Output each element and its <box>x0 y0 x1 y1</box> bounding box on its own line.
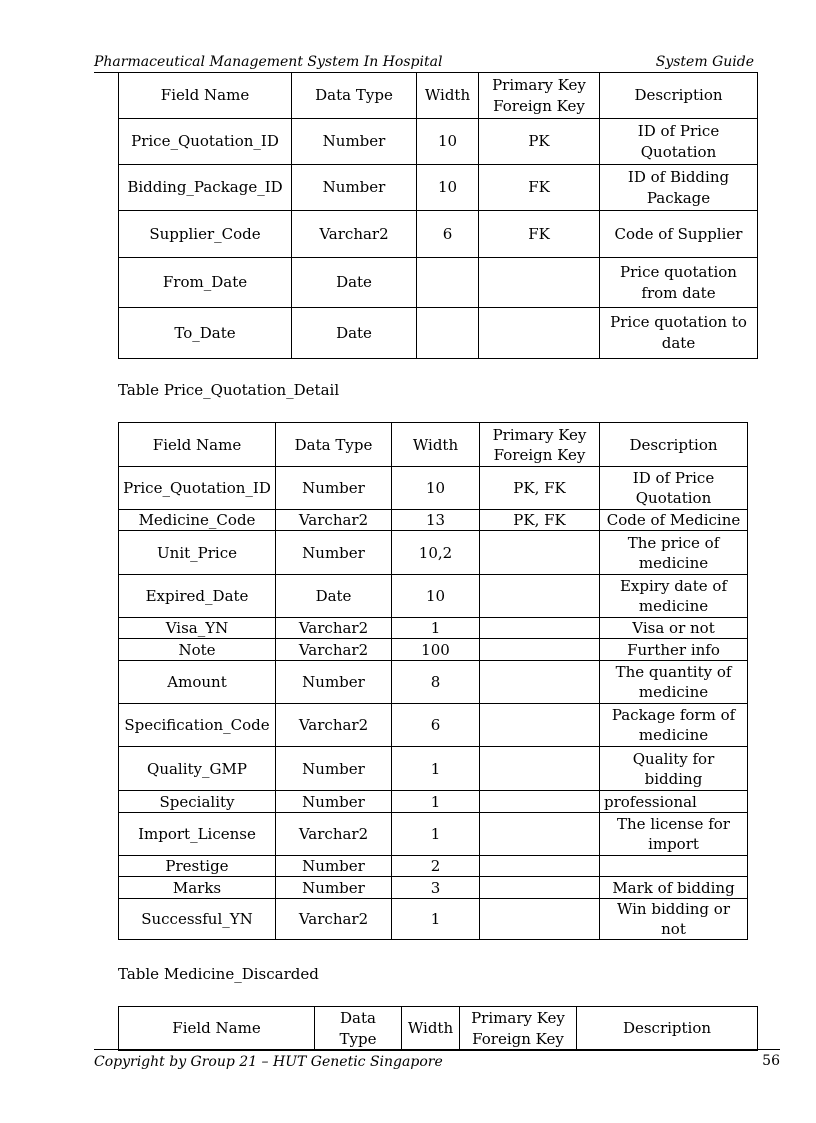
header-row <box>119 423 748 467</box>
cell-desc: Price quotation from date <box>600 258 758 308</box>
cell-field: Marks <box>119 877 276 899</box>
cell-desc: ID of Price Quotation <box>600 119 758 165</box>
cell-type: Varchar2 <box>276 510 392 531</box>
cell-key <box>480 877 600 899</box>
cell-width: 10 <box>392 575 480 618</box>
col-header-width: Width <box>392 423 480 467</box>
cell-field: Note <box>119 639 276 661</box>
cell-width: 1 <box>392 813 480 856</box>
cell-width: 2 <box>392 856 480 877</box>
cell-key <box>480 856 600 877</box>
cell-desc: Code of Medicine <box>600 510 748 531</box>
table-row <box>119 531 748 575</box>
cell-field: To_Date <box>119 308 292 359</box>
cell-desc: Win bidding or not <box>600 899 748 940</box>
cell-type: Number <box>276 467 392 510</box>
price-quotation-detail-table <box>118 422 748 940</box>
cell-width: 10 <box>417 165 479 211</box>
col-header-field: Field Name <box>119 423 276 467</box>
cell-key: FK <box>479 165 600 211</box>
cell-desc: Mark of bidding <box>600 877 748 899</box>
cell-type: Number <box>292 119 417 165</box>
cell-desc <box>600 856 748 877</box>
cell-desc: Expiry date of medicine <box>600 575 748 618</box>
cell-field: Visa_YN <box>119 618 276 639</box>
cell-key <box>480 899 600 940</box>
cell-type: Date <box>276 575 392 618</box>
cell-field: Medicine_Code <box>119 510 276 531</box>
table-row <box>119 308 758 359</box>
cell-width: 1 <box>392 899 480 940</box>
header-row <box>119 73 758 119</box>
cell-type: Date <box>292 258 417 308</box>
cell-width: 10 <box>392 467 480 510</box>
col-header-type: Data Type <box>276 423 392 467</box>
cell-field: Quality_GMP <box>119 747 276 791</box>
col-header-desc: Description <box>600 423 748 467</box>
cell-width: 6 <box>392 704 480 747</box>
section-title: System Guide <box>655 54 754 70</box>
cell-type: Date <box>292 308 417 359</box>
cell-field: Speciality <box>119 791 276 813</box>
col-header-desc: Description <box>600 73 758 119</box>
cell-key <box>480 661 600 704</box>
cell-type: Varchar2 <box>276 899 392 940</box>
col-header-key: Primary Key Foreign Key <box>460 1007 577 1051</box>
cell-field: Specification_Code <box>119 704 276 747</box>
col-header-type: Data Type <box>315 1007 402 1051</box>
price-quotation-table <box>118 72 758 359</box>
cell-width: 1 <box>392 791 480 813</box>
cell-desc: Package form of medicine <box>600 704 748 747</box>
cell-type: Varchar2 <box>276 639 392 661</box>
cell-type: Number <box>276 856 392 877</box>
table-row <box>119 661 748 704</box>
table-row <box>119 877 748 899</box>
cell-key: PK <box>479 119 600 165</box>
cell-key <box>480 618 600 639</box>
header-row <box>119 1007 758 1051</box>
cell-desc: ID of Price Quotation <box>600 467 748 510</box>
cell-width <box>417 258 479 308</box>
cell-key <box>479 308 600 359</box>
cell-field: Unit_Price <box>119 531 276 575</box>
table-row <box>119 639 748 661</box>
table-caption-price-quotation-detail: Table Price_Quotation_Detail <box>118 381 340 399</box>
cell-field: Price_Quotation_ID <box>119 467 276 510</box>
cell-key <box>480 747 600 791</box>
cell-desc: The quantity of medicine <box>600 661 748 704</box>
cell-width: 100 <box>392 639 480 661</box>
cell-desc: Further info <box>600 639 748 661</box>
cell-type: Number <box>276 747 392 791</box>
table-row <box>119 791 748 813</box>
page-footer <box>94 1049 780 1072</box>
table-row <box>119 704 748 747</box>
cell-width <box>417 308 479 359</box>
cell-type: Number <box>276 661 392 704</box>
cell-desc: Code of Supplier <box>600 211 758 258</box>
cell-key: PK, FK <box>480 467 600 510</box>
cell-key <box>480 575 600 618</box>
table-row <box>119 258 758 308</box>
col-header-width: Width <box>402 1007 460 1051</box>
cell-desc: ID of Bidding Package <box>600 165 758 211</box>
cell-desc: The license for import <box>600 813 748 856</box>
col-header-field: Field Name <box>119 1007 315 1051</box>
copyright-text: Copyright by Group 21 – HUT Genetic Singapore <box>94 1054 443 1070</box>
page-number: 56 <box>762 1053 780 1069</box>
cell-key <box>480 531 600 575</box>
cell-key <box>480 639 600 661</box>
cell-width: 3 <box>392 877 480 899</box>
cell-field: From_Date <box>119 258 292 308</box>
page-header <box>94 54 754 73</box>
cell-type: Varchar2 <box>276 813 392 856</box>
cell-desc: Price quotation to date <box>600 308 758 359</box>
col-header-key: Primary Key Foreign Key <box>480 423 600 467</box>
table-caption-medicine-discarded: Table Medicine_Discarded <box>118 965 319 983</box>
cell-field: Expired_Date <box>119 575 276 618</box>
table-row <box>119 747 748 791</box>
cell-width: 8 <box>392 661 480 704</box>
cell-field: Import_License <box>119 813 276 856</box>
cell-key <box>480 791 600 813</box>
cell-key <box>480 813 600 856</box>
cell-field: Amount <box>119 661 276 704</box>
cell-desc: Quality for bidding <box>600 747 748 791</box>
col-header-width: Width <box>417 73 479 119</box>
cell-type: Varchar2 <box>276 618 392 639</box>
cell-field: Prestige <box>119 856 276 877</box>
cell-type: Varchar2 <box>276 704 392 747</box>
cell-desc: professional <box>600 791 748 813</box>
cell-width: 10,2 <box>392 531 480 575</box>
cell-key <box>479 258 600 308</box>
document-title: Pharmaceutical Management System In Hospital <box>94 54 443 70</box>
cell-width: 10 <box>417 119 479 165</box>
table-row <box>119 510 748 531</box>
cell-desc: Visa or not <box>600 618 748 639</box>
table-row <box>119 467 748 510</box>
col-header-desc: Description <box>577 1007 758 1051</box>
table-row <box>119 899 748 940</box>
table-row <box>119 119 758 165</box>
table-row <box>119 856 748 877</box>
cell-desc: The price of medicine <box>600 531 748 575</box>
cell-width: 1 <box>392 618 480 639</box>
col-header-field: Field Name <box>119 73 292 119</box>
cell-key <box>480 704 600 747</box>
cell-type: Number <box>276 791 392 813</box>
cell-field: Price_Quotation_ID <box>119 119 292 165</box>
cell-type: Number <box>276 877 392 899</box>
cell-key: PK, FK <box>480 510 600 531</box>
cell-key: FK <box>479 211 600 258</box>
table-row <box>119 813 748 856</box>
cell-type: Number <box>276 531 392 575</box>
table-row <box>119 211 758 258</box>
cell-width: 1 <box>392 747 480 791</box>
col-header-key: Primary Key Foreign Key <box>479 73 600 119</box>
table-row <box>119 575 748 618</box>
cell-field: Supplier_Code <box>119 211 292 258</box>
medicine-discarded-table <box>118 1006 758 1051</box>
cell-type: Varchar2 <box>292 211 417 258</box>
cell-width: 6 <box>417 211 479 258</box>
cell-field: Successful_YN <box>119 899 276 940</box>
cell-width: 13 <box>392 510 480 531</box>
table-row <box>119 165 758 211</box>
col-header-type: Data Type <box>292 73 417 119</box>
table-row <box>119 618 748 639</box>
cell-type: Number <box>292 165 417 211</box>
cell-field: Bidding_Package_ID <box>119 165 292 211</box>
